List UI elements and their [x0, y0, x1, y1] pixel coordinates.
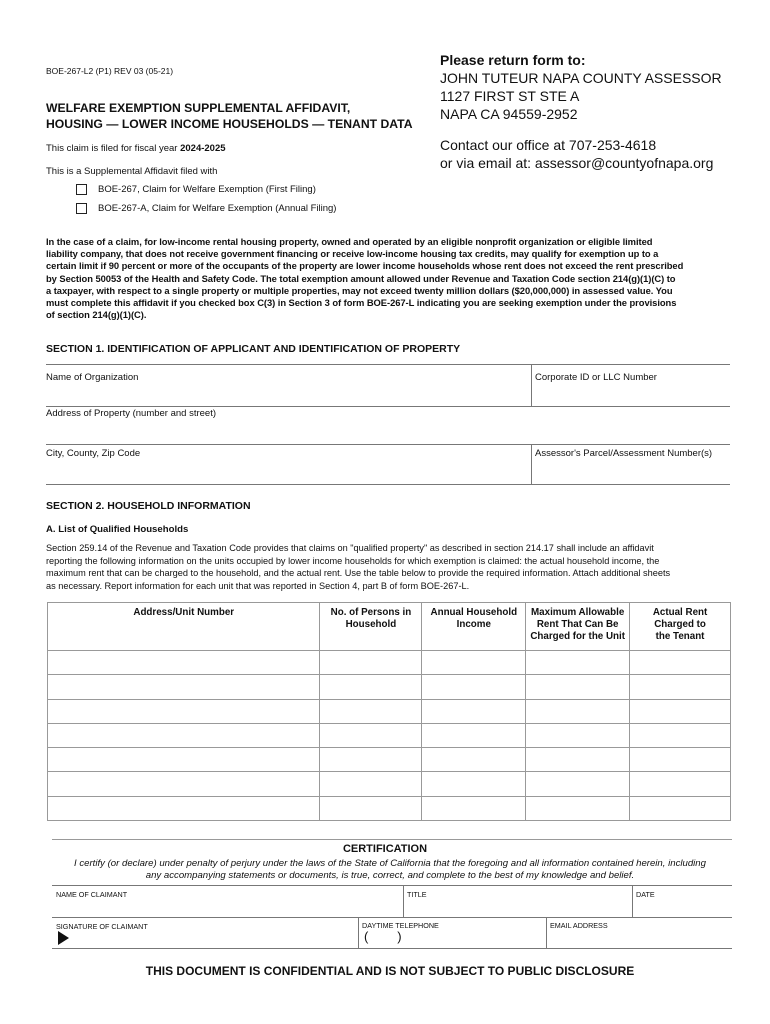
table-cell[interactable]: [48, 699, 320, 723]
form-id: BOE-267-L2 (P1) REV 03 (05-21): [46, 66, 174, 76]
section2-paragraph: [46, 542, 732, 592]
table-cell[interactable]: [526, 675, 630, 699]
table-cell[interactable]: [48, 723, 320, 747]
table-cell[interactable]: [526, 723, 630, 747]
section2-line: Section 259.14 of the Revenue and Taxation Code provides that claims on "qualified property" as described in section 214.17 shall include an affidavit: [46, 543, 654, 553]
divider: [52, 839, 732, 840]
table-cell[interactable]: [630, 723, 731, 747]
name-of-organization-field[interactable]: [46, 385, 528, 405]
table-cell[interactable]: [422, 651, 526, 675]
table-cell[interactable]: [630, 699, 731, 723]
table-row: [48, 772, 731, 796]
city-county-zip-label: City, County, Zip Code: [46, 448, 141, 459]
col-header-text: Actual Rent: [652, 607, 708, 618]
divider: [531, 364, 532, 406]
contact-phone: Contact our office at 707-253-4618: [440, 137, 657, 153]
table-cell[interactable]: [422, 748, 526, 772]
divider: [46, 444, 730, 445]
table-cell[interactable]: [422, 796, 526, 820]
section1-heading: SECTION 1. IDENTIFICATION OF APPLICANT AND IDENTIFICATION OF PROPERTY: [46, 343, 461, 355]
city-county-zip-field[interactable]: [46, 461, 528, 483]
boe-267-checkbox[interactable]: [76, 184, 87, 195]
col-address-unit: [48, 603, 320, 651]
divider: [403, 885, 404, 917]
table-header-row: [48, 603, 731, 651]
table-cell[interactable]: [526, 748, 630, 772]
col-header-text: Address/Unit Number: [133, 607, 235, 618]
signature-label: SIGNATURE OF CLAIMANT: [56, 922, 148, 931]
signature-arrow-icon: [58, 931, 69, 945]
intro-line: must complete this affidavit if you checked box C(3) in Section 3 of form BOE-267-L indicating you are seeking exemption under the provisions: [46, 297, 677, 309]
fiscal-year-line: [46, 143, 226, 154]
corporate-id-field[interactable]: [533, 385, 730, 405]
table-cell[interactable]: [48, 748, 320, 772]
certification-line: I certify (or declare) under penalty of perjury under the laws of the State of California that the foregoing and all information contained herein, including: [74, 858, 706, 869]
col-income: [422, 603, 526, 651]
table-cell[interactable]: [320, 651, 422, 675]
fiscal-year-value: 2024-2025: [180, 143, 226, 154]
address-of-property-field[interactable]: [46, 421, 730, 443]
col-actual-rent: [630, 603, 731, 651]
return-line3: NAPA CA 94559-2952: [440, 106, 578, 122]
divider: [52, 917, 732, 918]
table-cell[interactable]: [630, 796, 731, 820]
name-of-organization-label: Name of Organization: [46, 372, 139, 383]
return-line2: 1127 FIRST ST STE A: [440, 88, 580, 104]
intro-line: a taxpayer, with respect to a single property or multiple properties, may not exceed twenty million dollars ($20,000,000) in assessed value. You: [46, 284, 673, 296]
intro-line: In the case of a claim, for low-income rental housing property, owned and operated by an eligible nonprofit organization or eligible limited: [46, 236, 653, 247]
table-row: [48, 748, 731, 772]
divider: [52, 885, 732, 886]
divider: [632, 885, 633, 917]
table-row: [48, 723, 731, 747]
date-field[interactable]: [634, 899, 731, 916]
certification-heading: CERTIFICATION: [342, 843, 428, 855]
certification-text: [40, 858, 740, 882]
table-cell[interactable]: [630, 675, 731, 699]
table-cell[interactable]: [422, 772, 526, 796]
intro-paragraph: [46, 236, 730, 321]
divider: [52, 948, 732, 949]
table-cell[interactable]: [320, 796, 422, 820]
divider: [531, 444, 532, 484]
household-table: [47, 602, 731, 821]
table-cell[interactable]: [422, 675, 526, 699]
table-cell[interactable]: [630, 748, 731, 772]
return-heading: Please return form to:: [440, 52, 586, 68]
boe-267a-checkbox[interactable]: [76, 203, 87, 214]
table-cell[interactable]: [526, 796, 630, 820]
col-header-text: Household: [345, 619, 397, 630]
table-cell[interactable]: [526, 651, 630, 675]
table-cell[interactable]: [422, 699, 526, 723]
col-header-text: the Tenant: [655, 631, 705, 642]
email-address-field[interactable]: [548, 930, 731, 947]
divider: [46, 364, 730, 365]
intro-line: of section 214(g)(1)(C).: [46, 309, 147, 321]
table-cell[interactable]: [630, 651, 731, 675]
name-of-claimant-field[interactable]: [53, 899, 401, 916]
return-address-block: [440, 51, 722, 123]
corporate-id-label: Corporate ID or LLC Number: [535, 372, 657, 383]
col-header-text: Annual Household: [430, 607, 518, 618]
table-cell[interactable]: [48, 796, 320, 820]
intro-line: liability company, that does not receive government financing or receive low-income housing tax credits, may qualify for exemption up to a: [46, 248, 659, 260]
divider: [46, 406, 730, 407]
table-cell[interactable]: [526, 772, 630, 796]
contact-block: [440, 136, 713, 172]
table-cell[interactable]: [422, 723, 526, 747]
col-header-text: No. of Persons in: [330, 607, 412, 618]
intro-line: by Section 50053 of the Health and Safety Code. The total exemption amount allowed under Revenue and Taxation Code section 214(g)(1)(C) to: [46, 272, 676, 284]
boe-267a-label: BOE-267-A, Claim for Welfare Exemption (Annual Filing): [98, 203, 337, 214]
form-title-line1: WELFARE EXEMPTION SUPPLEMENTAL AFFIDAVIT,: [46, 101, 351, 115]
col-header-text: Maximum Allowable: [531, 607, 625, 618]
address-of-property-label: Address of Property (number and street): [46, 408, 217, 419]
table-cell[interactable]: [320, 699, 422, 723]
section2-line: as necessary. Report information for each unit that was reported in Section 4, part B of form BOE-267-L.: [46, 580, 470, 591]
form-title: [46, 100, 413, 132]
parcel-number-label: Assessor's Parcel/Assessment Number(s): [535, 448, 713, 459]
col-header-text: Charged for the Unit: [530, 631, 626, 642]
table-cell[interactable]: [320, 723, 422, 747]
table-row: [48, 796, 731, 820]
col-max-rent: [526, 603, 630, 651]
table-cell[interactable]: [526, 699, 630, 723]
certification-line: any accompanying statements or documents, is true, correct, and complete to the best of my knowledge and belief.: [145, 870, 635, 881]
divider: [358, 917, 359, 948]
fiscal-year-prefix: This claim is filed for fiscal year: [46, 143, 181, 154]
parcel-number-field[interactable]: [533, 461, 730, 483]
table-row: [48, 699, 731, 723]
table-cell[interactable]: [48, 772, 320, 796]
section2-heading: SECTION 2. HOUSEHOLD INFORMATION: [46, 500, 251, 512]
section2-line: reporting the following information on the units occupied by lower income households for which exemption is claimed: the actual household income, the: [46, 555, 660, 566]
col-header-text: Income: [456, 619, 491, 630]
daytime-telephone-label: DAYTIME TELEPHONE: [362, 921, 439, 930]
table-row: [48, 675, 731, 699]
form-title-line2: HOUSING — LOWER INCOME HOUSEHOLDS — TENANT DATA: [46, 117, 413, 131]
table-row: [48, 651, 731, 675]
col-header-text: Rent That Can Be: [536, 619, 619, 630]
table-cell[interactable]: [48, 651, 320, 675]
title-label: TITLE: [407, 890, 427, 899]
divider: [546, 917, 547, 948]
date-label: DATE: [636, 890, 655, 899]
confidential-footer: THIS DOCUMENT IS CONFIDENTIAL AND IS NOT SUBJECT TO PUBLIC DISCLOSURE: [145, 964, 635, 978]
return-line1: JOHN TUTEUR NAPA COUNTY ASSESSOR: [440, 70, 722, 86]
name-of-claimant-label: NAME OF CLAIMANT: [56, 890, 128, 899]
section2-line: maximum rent that can be charged to the household, and the actual rent. Use the table below to provide the required information. Attach additional sheets: [46, 568, 671, 579]
signature-field[interactable]: [72, 930, 356, 947]
divider: [46, 484, 730, 485]
table-cell[interactable]: [320, 772, 422, 796]
col-header-text: Charged to: [654, 619, 706, 630]
email-address-label: EMAIL ADDRESS: [550, 921, 608, 930]
contact-email: or via email at: assessor@countyofnapa.org: [440, 155, 714, 171]
col-persons: [320, 603, 422, 651]
table-cell[interactable]: [320, 675, 422, 699]
telephone-field[interactable]: ( ): [364, 929, 402, 944]
table-cell[interactable]: [320, 748, 422, 772]
table-cell[interactable]: [48, 675, 320, 699]
table-cell[interactable]: [630, 772, 731, 796]
title-field[interactable]: [405, 899, 630, 916]
intro-line: certain limit if 90 percent or more of the occupants of the property are lower income households whose rent does not exceed the rent prescribed: [46, 260, 684, 272]
section2-subheading: A. List of Qualified Households: [46, 524, 189, 535]
boe-267-label: BOE-267, Claim for Welfare Exemption (First Filing): [98, 184, 316, 195]
supplemental-text: This is a Supplemental Affidavit filed with: [46, 166, 218, 177]
